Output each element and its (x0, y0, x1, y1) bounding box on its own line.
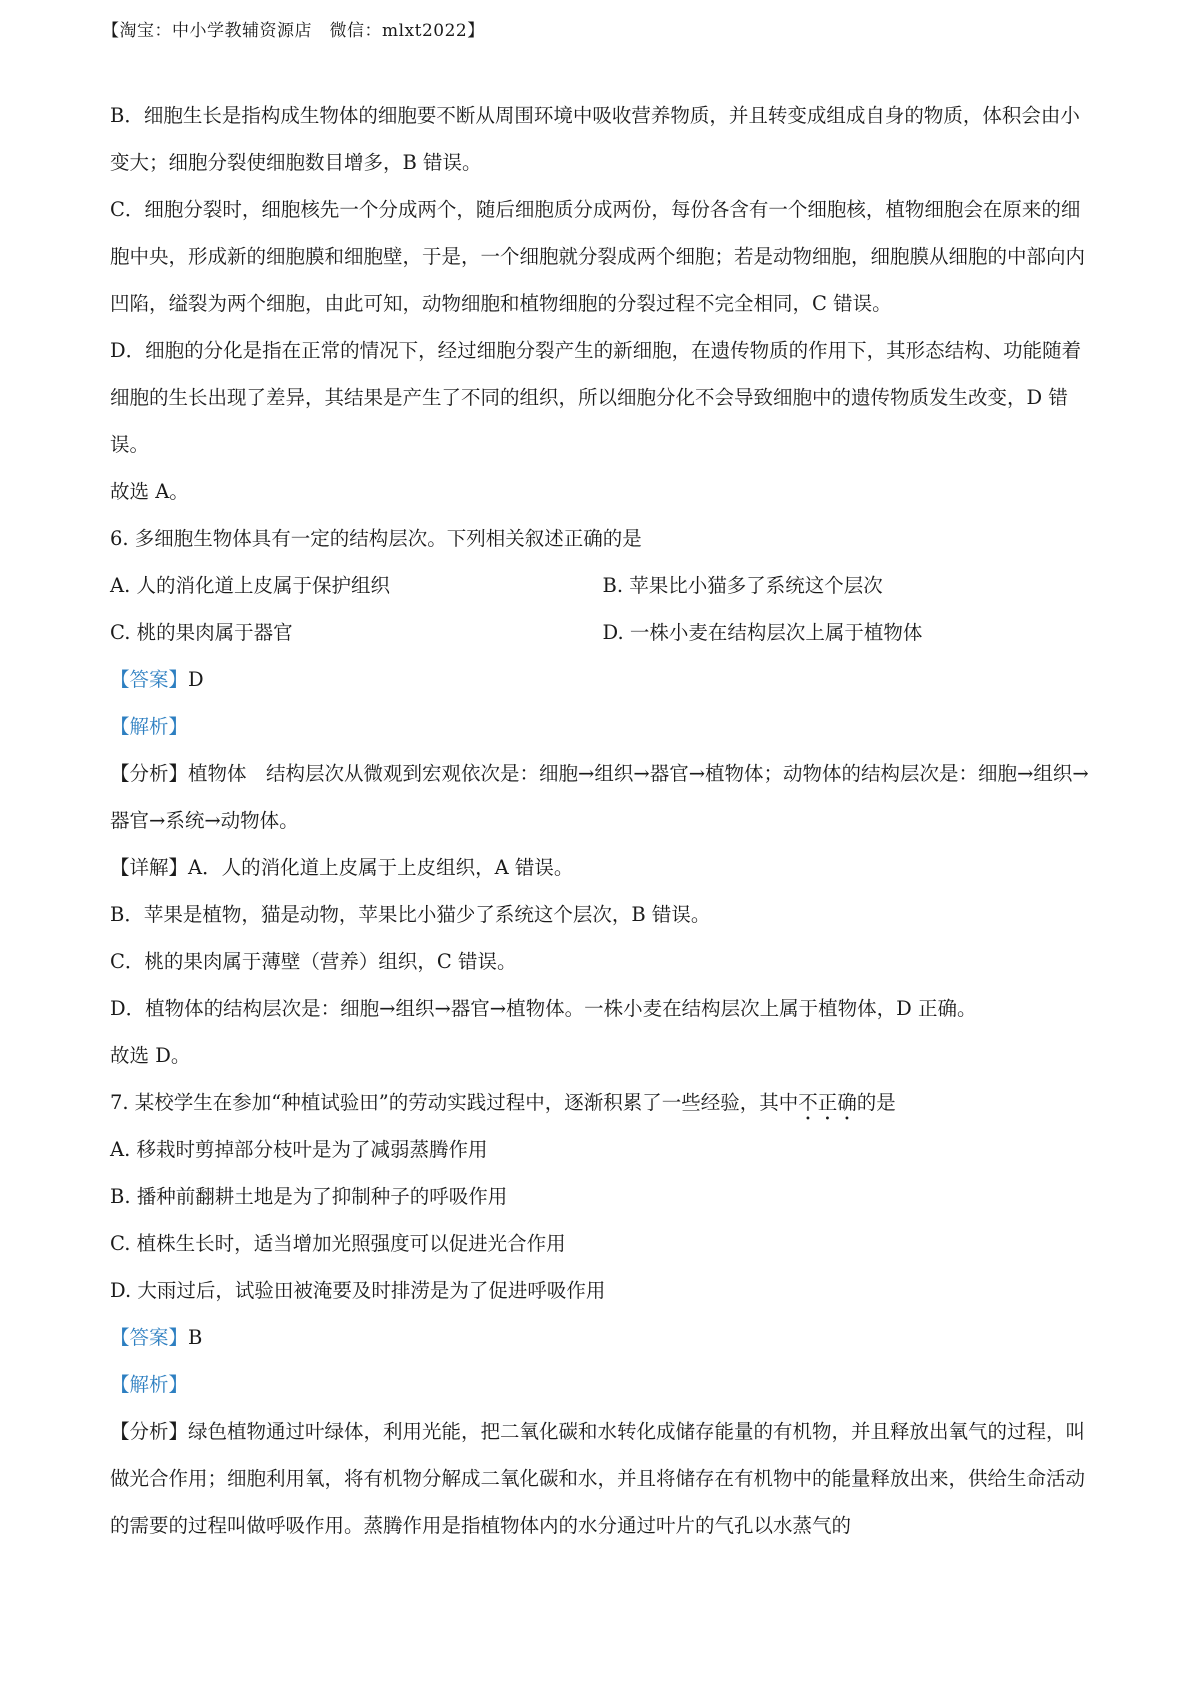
q7-analysis-tag: 【分析】 (110, 1420, 189, 1443)
q6-analysis-tag: 【分析】 (110, 762, 189, 785)
q6-detail-a-text: A．人的消化道上皮属于上皮组织，A 错误。 (188, 856, 574, 879)
q7-analysis (110, 1408, 1095, 1549)
q6-option-b: B. 苹果比小猫多了系统这个层次 (602, 574, 883, 597)
q6-answer-tag: 【答案】 (110, 668, 189, 691)
q6-stem: 6. 多细胞生物体具有一定的结构层次。下列相关叙述正确的是 (110, 527, 642, 550)
q6-detail-c: C．桃的果肉属于薄壁（营养）组织，C 错误。 (110, 950, 517, 973)
q7-analysis-text: 绿色植物通过叶绿体，利用光能，把二氧化碳和水转化成储存能量的有机物，并且释放出氧气的过程，叫做光合作用；细胞利用氧，将有机物分解成二氧化碳和水，并且将储存在有机物中的能量释放出来，供给生命活动的需要的过程叫做呼吸作用。蒸腾作用是指植物体内的水分通过叶片的气孔以水蒸气的 (110, 1420, 1086, 1537)
q6-answer (110, 656, 1095, 703)
q7-stem-emphasis: 不正确 (798, 1091, 857, 1114)
q6-detail-a (110, 844, 1095, 891)
q6-detail-tag: 【详解】 (110, 856, 189, 879)
q6-option-d: D. 一株小麦在结构层次上属于植物体 (602, 621, 923, 644)
q7-option-c: C. 植株生长时，适当增加光照强度可以促进光合作用 (110, 1232, 566, 1255)
q7-stem-post: 的是 (856, 1091, 896, 1114)
q6-jiexi-tag: 【解析】 (110, 715, 189, 738)
q6-options-row2 (110, 609, 1095, 656)
q7-answer (110, 1314, 1095, 1361)
q6-analysis (110, 750, 1095, 844)
q7-stem-pre: 7. 某校学生在参加“种植试验田”的劳动实践过程中，逐渐积累了一些经验，其中 (110, 1091, 799, 1114)
prev-choose: 故选 A。 (110, 480, 189, 503)
document-body (110, 92, 1095, 1549)
q6-option-c: C. 桃的果肉属于器官 (110, 621, 293, 644)
prev-explanation-b: B．细胞生长是指构成生物体的细胞要不断从周围环境中吸收营养物质，并且转变成组成自身的物质，体积会由小变大；细胞分裂使细胞数目增多，B 错误。 (110, 104, 1080, 174)
q6-option-a: A. 人的消化道上皮属于保护组织 (110, 574, 390, 597)
q6-detail-d: D．植物体的结构层次是：细胞→组织→器官→植物体。一株小麦在结构层次上属于植物体，D 正确。 (110, 997, 977, 1020)
q6-jiexi (110, 703, 1095, 750)
q6-options-row1 (110, 562, 1095, 609)
q7-answer-value: B (188, 1326, 203, 1349)
prev-explanation-d: D．细胞的分化是指在正常的情况下，经过细胞分裂产生的新细胞，在遗传物质的作用下，其形态结构、功能随着细胞的生长出现了差异，其结果是产生了不同的组织，所以细胞分化不会导致细胞中的遗传物质发生改变，D 错误。 (110, 339, 1082, 456)
q6-answer-value: D (188, 668, 204, 691)
q6-choose: 故选 D。 (110, 1044, 191, 1067)
q7-jiexi-tag: 【解析】 (110, 1373, 189, 1396)
q7-answer-tag: 【答案】 (110, 1326, 189, 1349)
q7-jiexi (110, 1361, 1095, 1408)
q7-option-b: B. 播种前翻耕土地是为了抑制种子的呼吸作用 (110, 1185, 508, 1208)
q6-detail-b: B．苹果是植物，猫是动物，苹果比小猫少了系统这个层次，B 错误。 (110, 903, 711, 926)
prev-explanation-c: C．细胞分裂时，细胞核先一个分成两个，随后细胞质分成两份，每份各含有一个细胞核，植物细胞会在原来的细胞中央，形成新的细胞膜和细胞壁，于是，一个细胞就分裂成两个细胞；若是动物细胞，细胞膜从细胞的中部向内凹陷，缢裂为两个细胞，由此可知，动物细胞和植物细胞的分裂过程不完全相同，C 错误。 (110, 198, 1086, 315)
q7-option-d: D. 大雨过后，试验田被淹要及时排涝是为了促进呼吸作用 (110, 1279, 606, 1302)
q7-stem (110, 1079, 1095, 1126)
page-header: 【淘宝：中小学教辅资源店 微信：mlxt2022】 (102, 21, 485, 41)
q7-option-a: A. 移栽时剪掉部分枝叶是为了减弱蒸腾作用 (110, 1138, 488, 1161)
q6-analysis-text: 植物体 结构层次从微观到宏观依次是：细胞→组织→器官→植物体；动物体的结构层次是：细胞→组织→器官→系统→动物体。 (110, 762, 1089, 832)
